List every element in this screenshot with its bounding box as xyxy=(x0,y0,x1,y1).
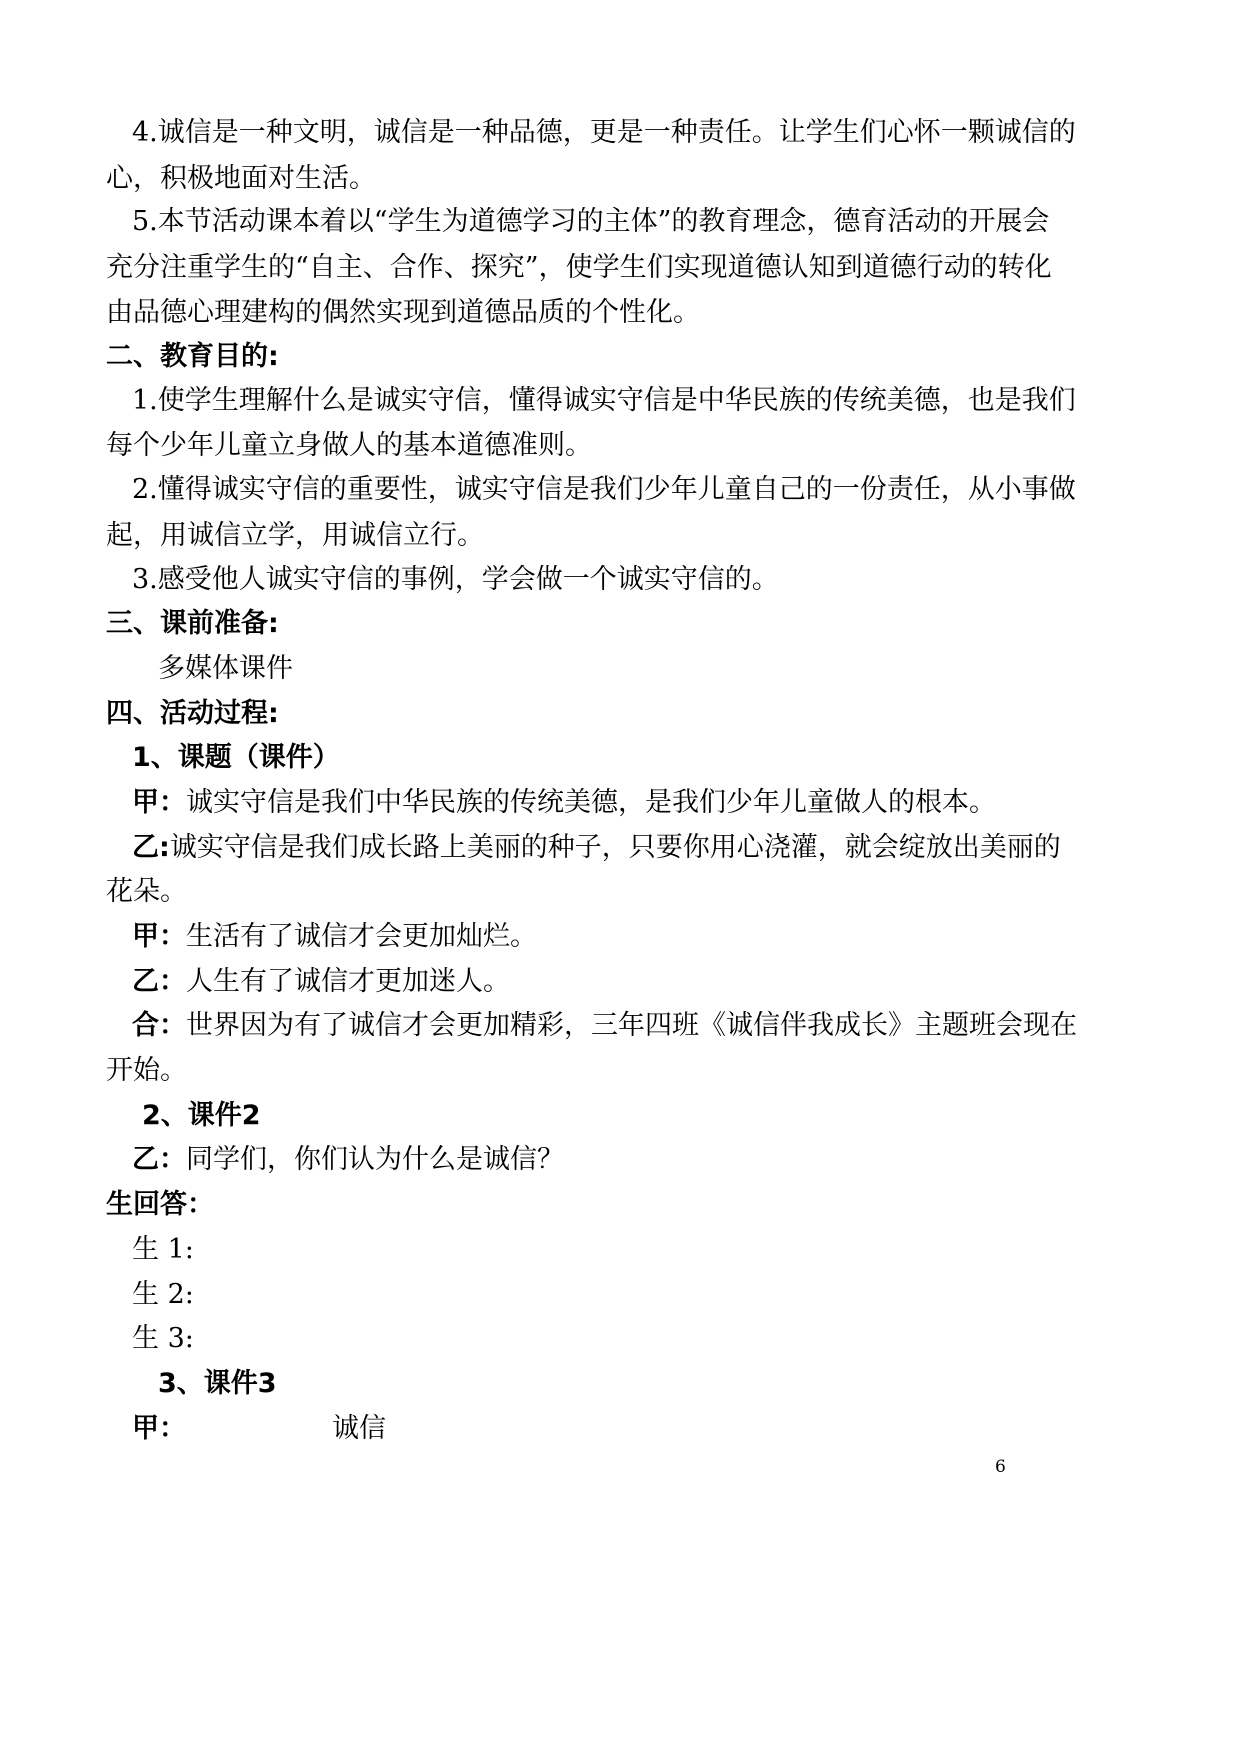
goal-3: 3.感受他人诚实守信的事例，学会做一个诚实守信的。 xyxy=(132,564,779,595)
dialogue-2-line-2: 花朵。 xyxy=(106,876,187,907)
para-4-line-2: 心，积极地面对生活。 xyxy=(106,163,376,194)
goal-2-line-2: 起，用诚信立学，用诚信立行。 xyxy=(106,520,484,551)
speaker-yi: 乙： xyxy=(132,966,186,997)
dialogue-4-text: 人生有了诚信才更加迷人。 xyxy=(186,966,510,997)
dialogue-3 xyxy=(132,920,537,954)
step-2-question xyxy=(132,1143,564,1177)
page-number: 6 xyxy=(995,1457,1006,1477)
student-1: 生 1: xyxy=(132,1234,194,1265)
dialogue-4 xyxy=(132,965,510,999)
goal-1-line-2: 每个少年儿童立身做人的基本道德准则。 xyxy=(106,430,592,461)
step-2-heading: 2、课件2 xyxy=(142,1100,261,1131)
step-1-heading: 1、课题（课件） xyxy=(132,742,340,773)
student-2: 生 2: xyxy=(132,1279,194,1310)
step-3-speaker: 甲： xyxy=(132,1413,186,1444)
answer-heading: 生回答： xyxy=(106,1189,214,1220)
speaker-jia: 甲： xyxy=(132,921,186,952)
speaker-he: 合： xyxy=(132,1010,186,1041)
speaker-jia: 甲： xyxy=(132,787,186,818)
para-5-line-2: 充分注重学生的“自主、合作、探究”，使学生们实现道德认知到道德行动的转化 xyxy=(106,252,1052,283)
dialogue-3-text: 生活有了诚信才会更加灿烂。 xyxy=(186,921,537,952)
goal-1-line-1: 1.使学生理解什么是诚实守信，懂得诚实守信是中华民族的传统美德，也是我们 xyxy=(132,385,1076,416)
para-5-line-3: 由品德心理建构的偶然实现到道德品质的个性化。 xyxy=(106,297,700,328)
speaker-yi: 乙： xyxy=(132,1144,186,1175)
step-3-heading: 3、课件3 xyxy=(158,1368,277,1399)
dialogue-1-text: 诚实守信是我们中华民族的传统美德，是我们少年儿童做人的根本。 xyxy=(186,787,996,818)
section-4-heading: 四、活动过程: xyxy=(106,698,279,729)
section-3-heading: 三、课前准备: xyxy=(106,608,279,639)
step-2-question-text: 同学们，你们认为什么是诚信？ xyxy=(186,1144,564,1175)
dialogue-5-text: 世界因为有了诚信才会更加精彩，三年四班《诚信伴我成长》主题班会现在 xyxy=(186,1010,1077,1041)
dialogue-5-line-1 xyxy=(132,1009,1077,1043)
dialogue-1 xyxy=(132,786,996,820)
section-2-heading: 二、教育目的: xyxy=(106,341,279,372)
preparation-content: 多媒体课件 xyxy=(158,653,293,684)
para-5-line-1: 5.本节活动课本着以“学生为道德学习的主体”的教育理念，德育活动的开展会 xyxy=(132,206,1050,237)
dialogue-5-line-2: 开始。 xyxy=(106,1055,187,1086)
dialogue-2-line-1 xyxy=(132,831,1061,865)
dialogue-2-text: 诚实守信是我们成长路上美丽的种子，只要你用心浇灌，就会绽放出美丽的 xyxy=(169,832,1061,863)
speaker-yi: 乙: xyxy=(132,832,170,863)
para-4-line-1: 4.诚信是一种文明，诚信是一种品德，更是一种责任。让学生们心怀一颗诚信的 xyxy=(132,117,1076,148)
student-3: 生 3: xyxy=(132,1323,194,1354)
step-3-content: 诚信 xyxy=(332,1413,386,1444)
goal-2-line-1: 2.懂得诚实守信的重要性，诚实守信是我们少年儿童自己的一份责任，从小事做 xyxy=(132,474,1076,505)
